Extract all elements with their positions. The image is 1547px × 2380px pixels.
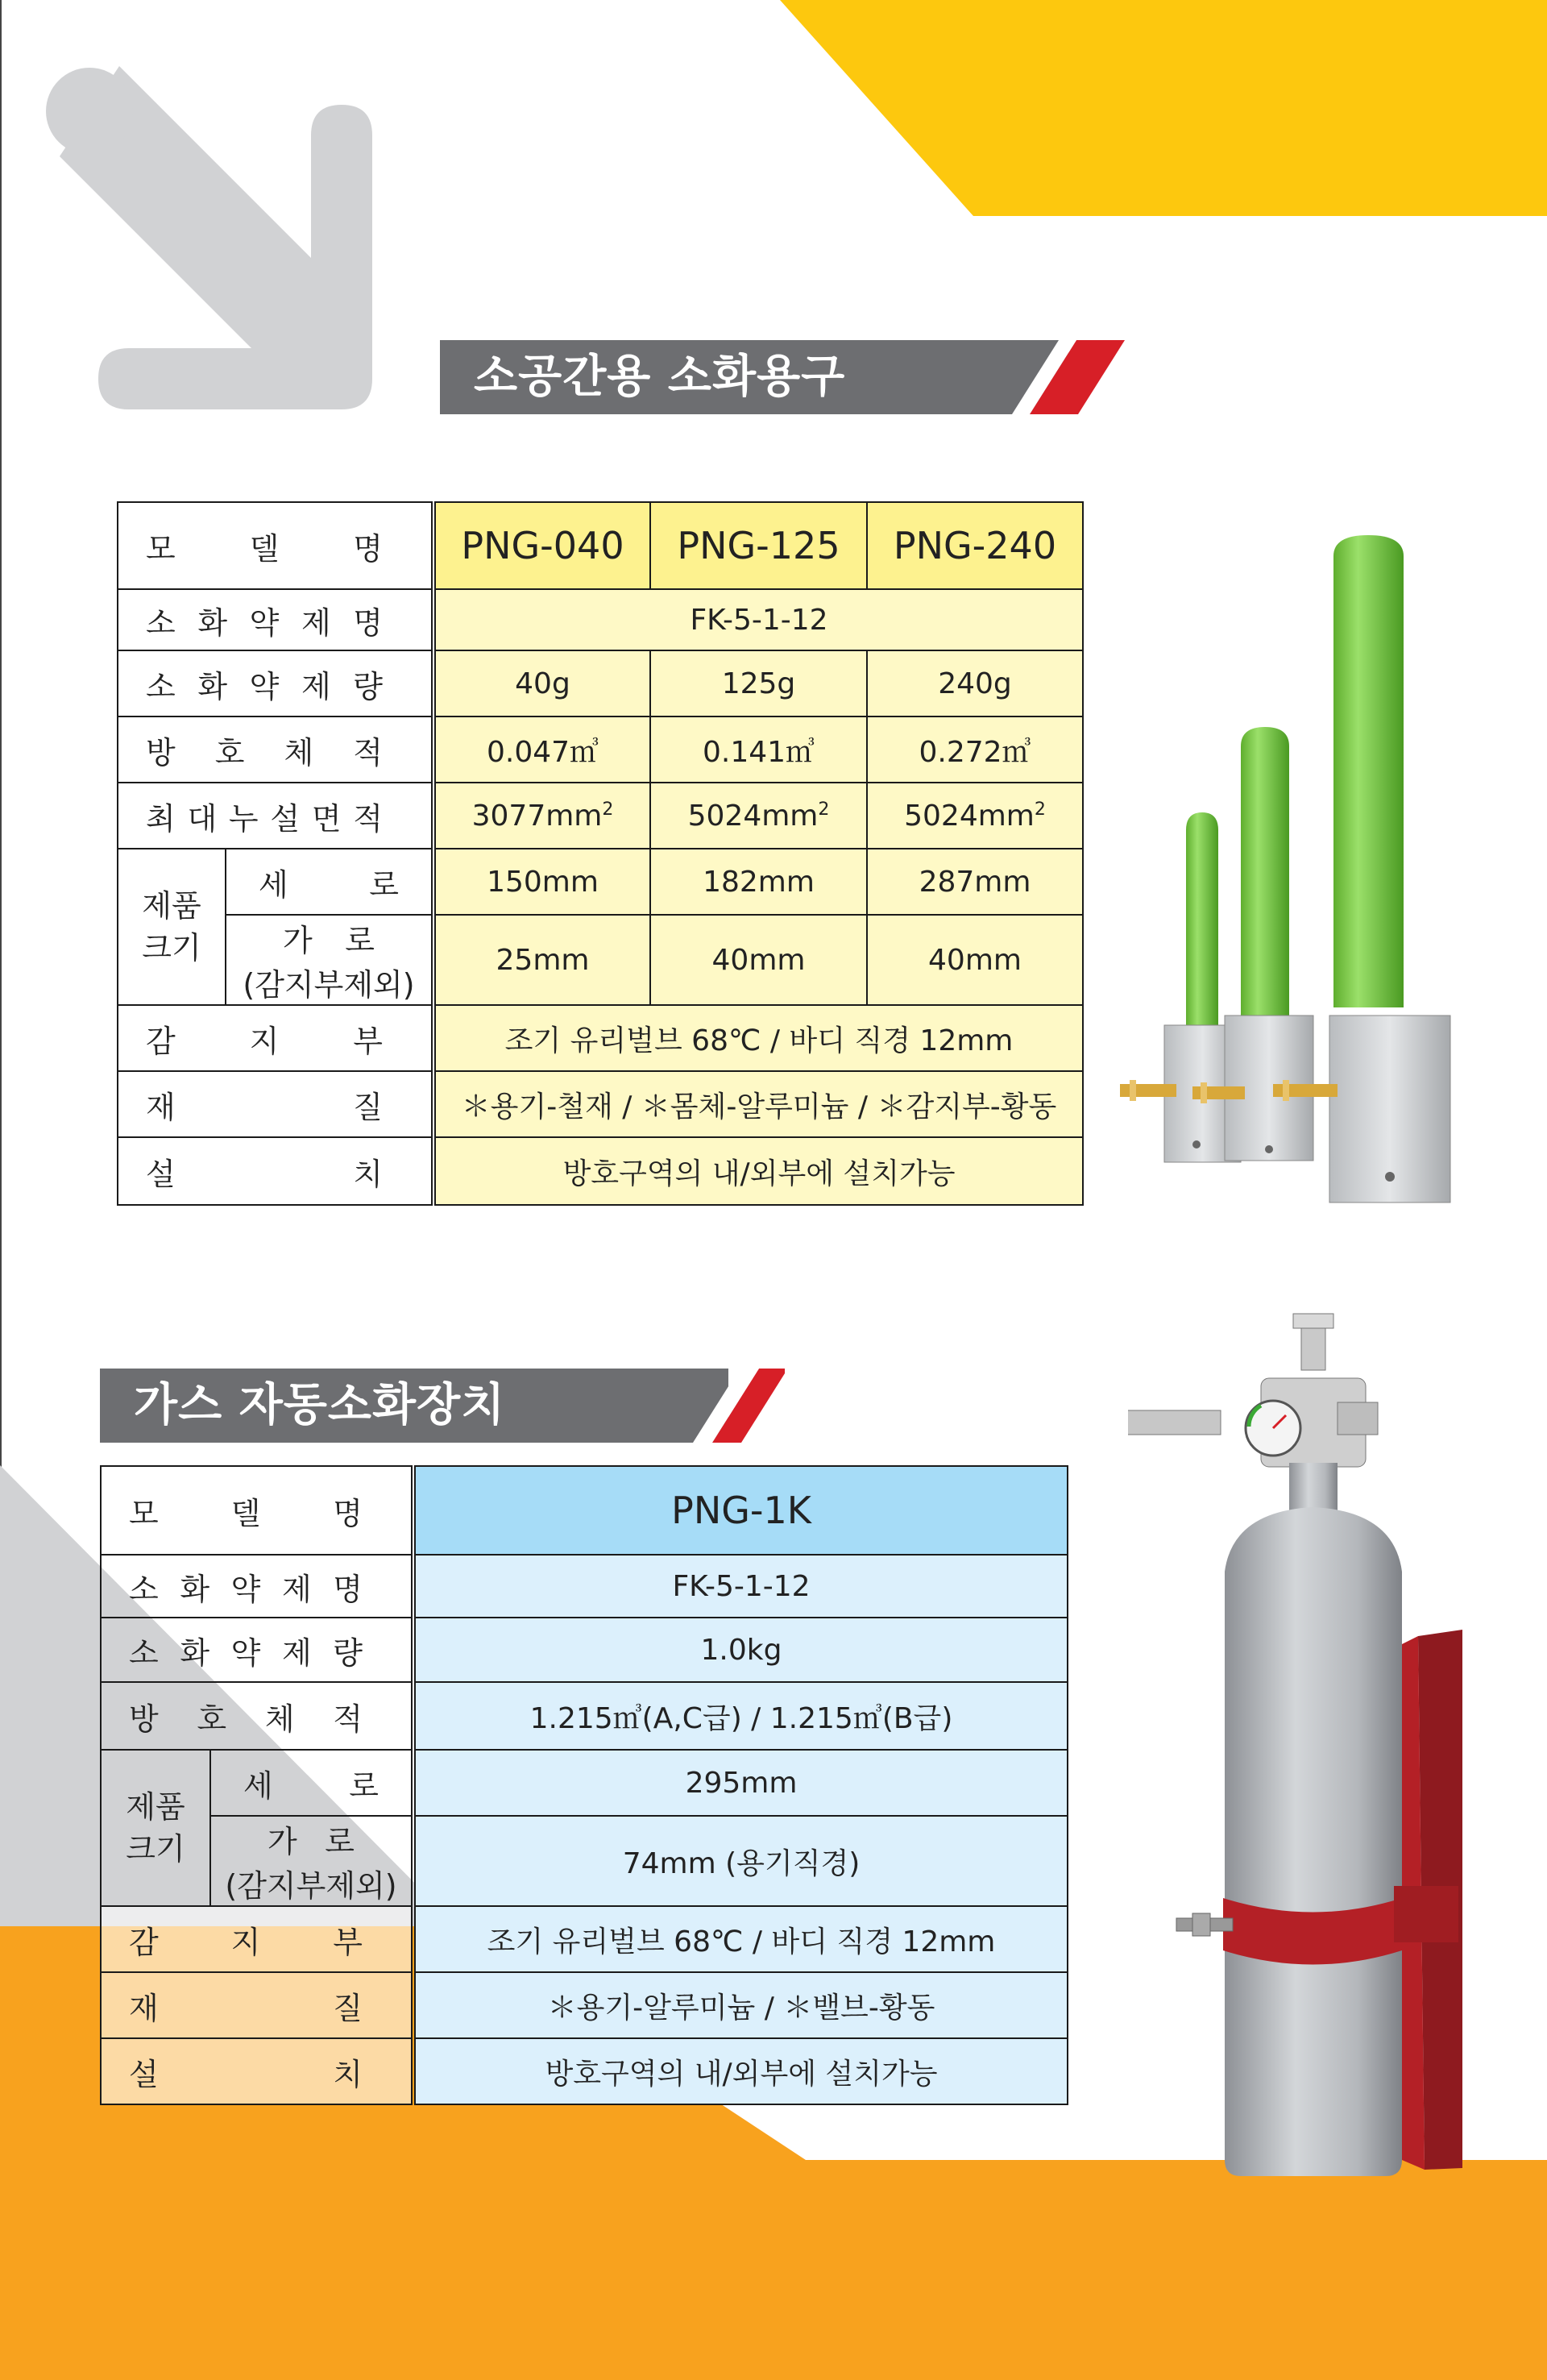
section1-title: 소공간용 소화용구 bbox=[474, 351, 846, 403]
volume-value-2: 1.215㎥(A,C급) / 1.215㎥(B급) bbox=[413, 1682, 1068, 1750]
agent-name-2: FK-5-1-12 bbox=[413, 1555, 1068, 1618]
size-label-2: 제품 크기 bbox=[101, 1750, 210, 1906]
volume-label-2: 방 호 체 적 bbox=[101, 1682, 413, 1750]
model-png-240: PNG-240 bbox=[867, 502, 1083, 589]
agent-amount-value-2: 1.0kg bbox=[413, 1618, 1068, 1682]
sensor-label: 감 지 부 bbox=[118, 1005, 433, 1071]
model-label-2: 모 델 명 bbox=[101, 1466, 413, 1555]
install-value: 방호구역의 내/외부에 설치가능 bbox=[433, 1137, 1083, 1205]
model-png-125: PNG-125 bbox=[650, 502, 867, 589]
width-label-2: 가 로 (감지부제외) bbox=[210, 1816, 413, 1906]
agent-name-label: 소 화 약 제 명 bbox=[118, 589, 433, 650]
yellow-corner-shape bbox=[780, 0, 1547, 216]
material-label-2: 재 질 bbox=[101, 1972, 413, 2038]
volume-1: 0.047㎥ bbox=[433, 716, 650, 783]
height-label-2: 세 로 bbox=[210, 1750, 413, 1816]
width-2: 40mm bbox=[650, 915, 867, 1005]
spec-table-gas-auto bbox=[100, 1465, 1068, 2105]
width-1: 25mm bbox=[433, 915, 650, 1005]
height-1: 150mm bbox=[433, 849, 650, 915]
sensor-value-2: 조기 유리벌브 68℃ / 바디 직경 12mm bbox=[413, 1906, 1068, 1972]
material-value: ＊용기-철재 / ＊몸체-알루미늄 / ＊감지부-황동 bbox=[433, 1071, 1083, 1137]
height-value-2: 295mm bbox=[413, 1750, 1068, 1816]
size-label: 제품 크기 bbox=[118, 849, 226, 1005]
agent-amount-1: 40g bbox=[433, 650, 650, 716]
install-label-2: 설 치 bbox=[101, 2038, 413, 2104]
spec-table-small-space bbox=[117, 501, 1084, 1206]
height-label: 세 로 bbox=[226, 849, 433, 915]
agent-name-label-2: 소 화 약 제 명 bbox=[101, 1555, 413, 1618]
width-value-2: 74mm (용기직경) bbox=[413, 1816, 1068, 1906]
agent-amount-label: 소 화 약 제 량 bbox=[118, 650, 433, 716]
leak-3: $5024mm^2$ bbox=[867, 783, 1083, 849]
leak-label: 최 대 누 설 면 적 bbox=[118, 783, 433, 849]
install-value-2: 방호구역의 내/외부에 설치가능 bbox=[413, 2038, 1068, 2104]
model-png-1k: PNG-1K bbox=[413, 1466, 1068, 1555]
section1-title-bar bbox=[440, 340, 1125, 414]
agent-name: FK-5-1-12 bbox=[433, 589, 1083, 650]
model-png-040: PNG-040 bbox=[433, 502, 650, 589]
height-3: 287mm bbox=[867, 849, 1083, 915]
model-label: 모 델 명 bbox=[118, 502, 433, 589]
down-right-arrow-icon bbox=[46, 66, 372, 409]
volume-3: 0.272㎥ bbox=[867, 716, 1083, 783]
section2-title-bar bbox=[100, 1369, 785, 1443]
width-3: 40mm bbox=[867, 915, 1083, 1005]
sensor-label-2: 감 지 부 bbox=[101, 1906, 413, 1972]
product-image-small-cylinders bbox=[1112, 467, 1531, 1225]
leak-1: $3077mm^2$ bbox=[433, 783, 650, 849]
product-image-gas-cylinder bbox=[1128, 1306, 1466, 2192]
sensor-value: 조기 유리벌브 68℃ / 바디 직경 12mm bbox=[433, 1005, 1083, 1071]
leak-2: $5024mm^2$ bbox=[650, 783, 867, 849]
install-label: 설 치 bbox=[118, 1137, 433, 1205]
material-label: 재 질 bbox=[118, 1071, 433, 1137]
width-label: 가 로 (감지부제외) bbox=[226, 915, 433, 1005]
volume-label: 방 호 체 적 bbox=[118, 716, 433, 783]
material-value-2: ＊용기-알루미늄 / ＊밸브-황동 bbox=[413, 1972, 1068, 2038]
agent-amount-2: 125g bbox=[650, 650, 867, 716]
volume-2: 0.141㎥ bbox=[650, 716, 867, 783]
section2-title: 가스 자동소화장치 bbox=[134, 1379, 506, 1431]
height-2: 182mm bbox=[650, 849, 867, 915]
agent-amount-3: 240g bbox=[867, 650, 1083, 716]
agent-amount-label-2: 소 화 약 제 량 bbox=[101, 1618, 413, 1682]
